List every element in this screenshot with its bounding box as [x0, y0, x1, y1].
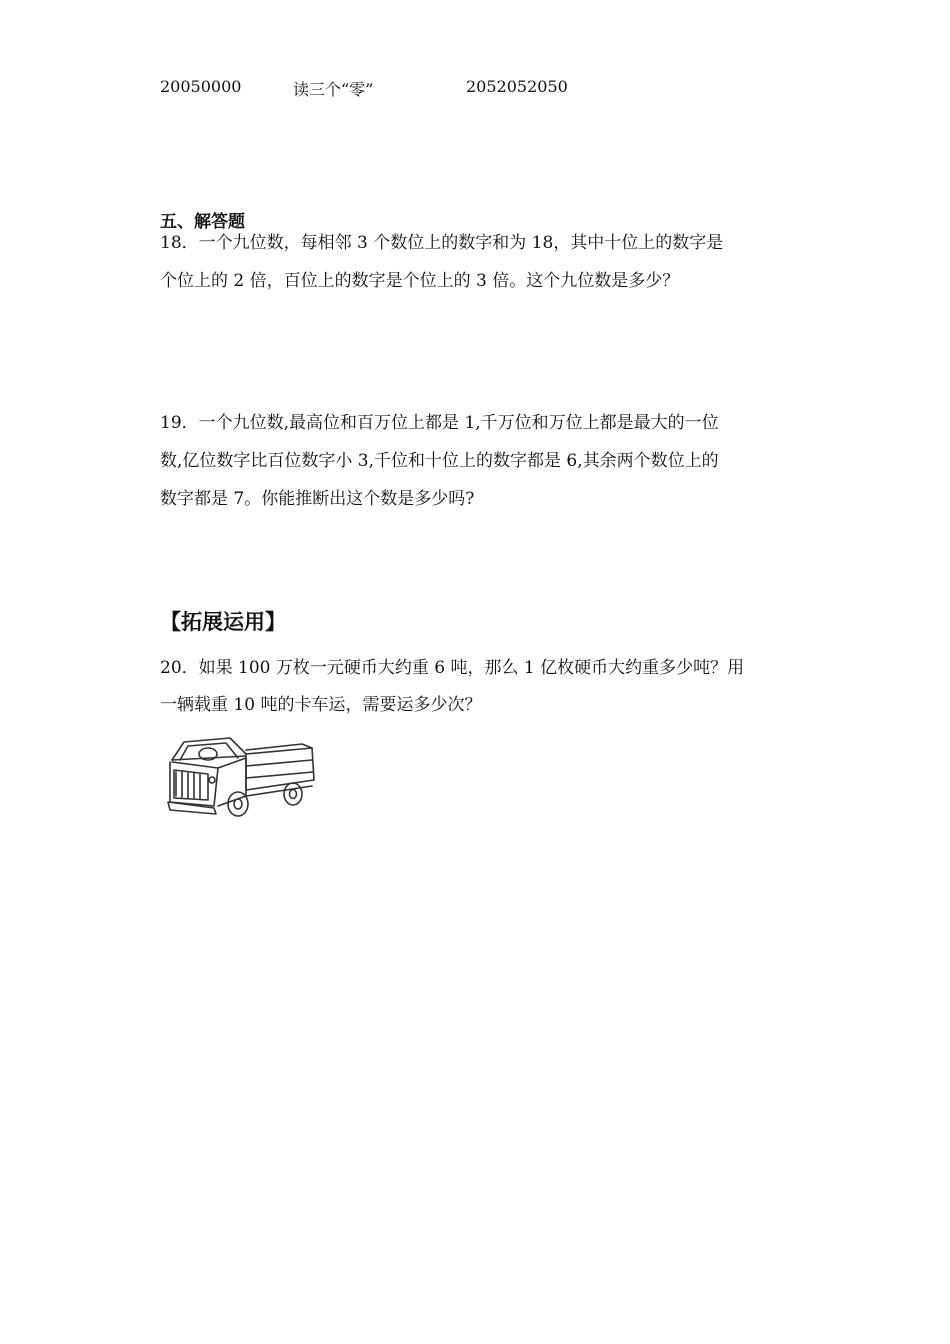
number-item-3: 2052052050: [466, 77, 568, 96]
question-19-line-1: 19．一个九位数,最高位和百万位上都是 1,千万位和万位上都是最大的一位: [160, 413, 719, 433]
question-20-line-2: 一辆载重 10 吨的卡车运，需要运多少次？: [160, 695, 482, 715]
extension-title: 【拓展运用】: [160, 610, 286, 634]
question-18-line-1: 18．一个九位数，每相邻 3 个数位上的数字和为 18，其中十位上的数字是: [160, 233, 724, 253]
section-title: 五、解答题: [160, 212, 245, 232]
question-18-line-2: 个位上的 2 倍，百位上的数字是个位上的 3 倍。这个九位数是多少？: [160, 271, 680, 291]
question-19-line-3: 数字都是 7。你能推断出这个数是多少吗?: [160, 489, 475, 509]
question-20-line-1: 20．如果 100 万枚一元硬币大约重 6 吨，那么 1 亿枚硬币大约重多少吨？用: [160, 658, 745, 678]
number-item-1: 20050000: [160, 77, 242, 96]
truck-illustration: [162, 732, 320, 822]
question-19-line-2: 数,亿位数字比百位数字小 3,千位和十位上的数字都是 6,其余两个数位上的: [160, 451, 719, 471]
number-item-2: 读三个“零”: [293, 80, 374, 99]
